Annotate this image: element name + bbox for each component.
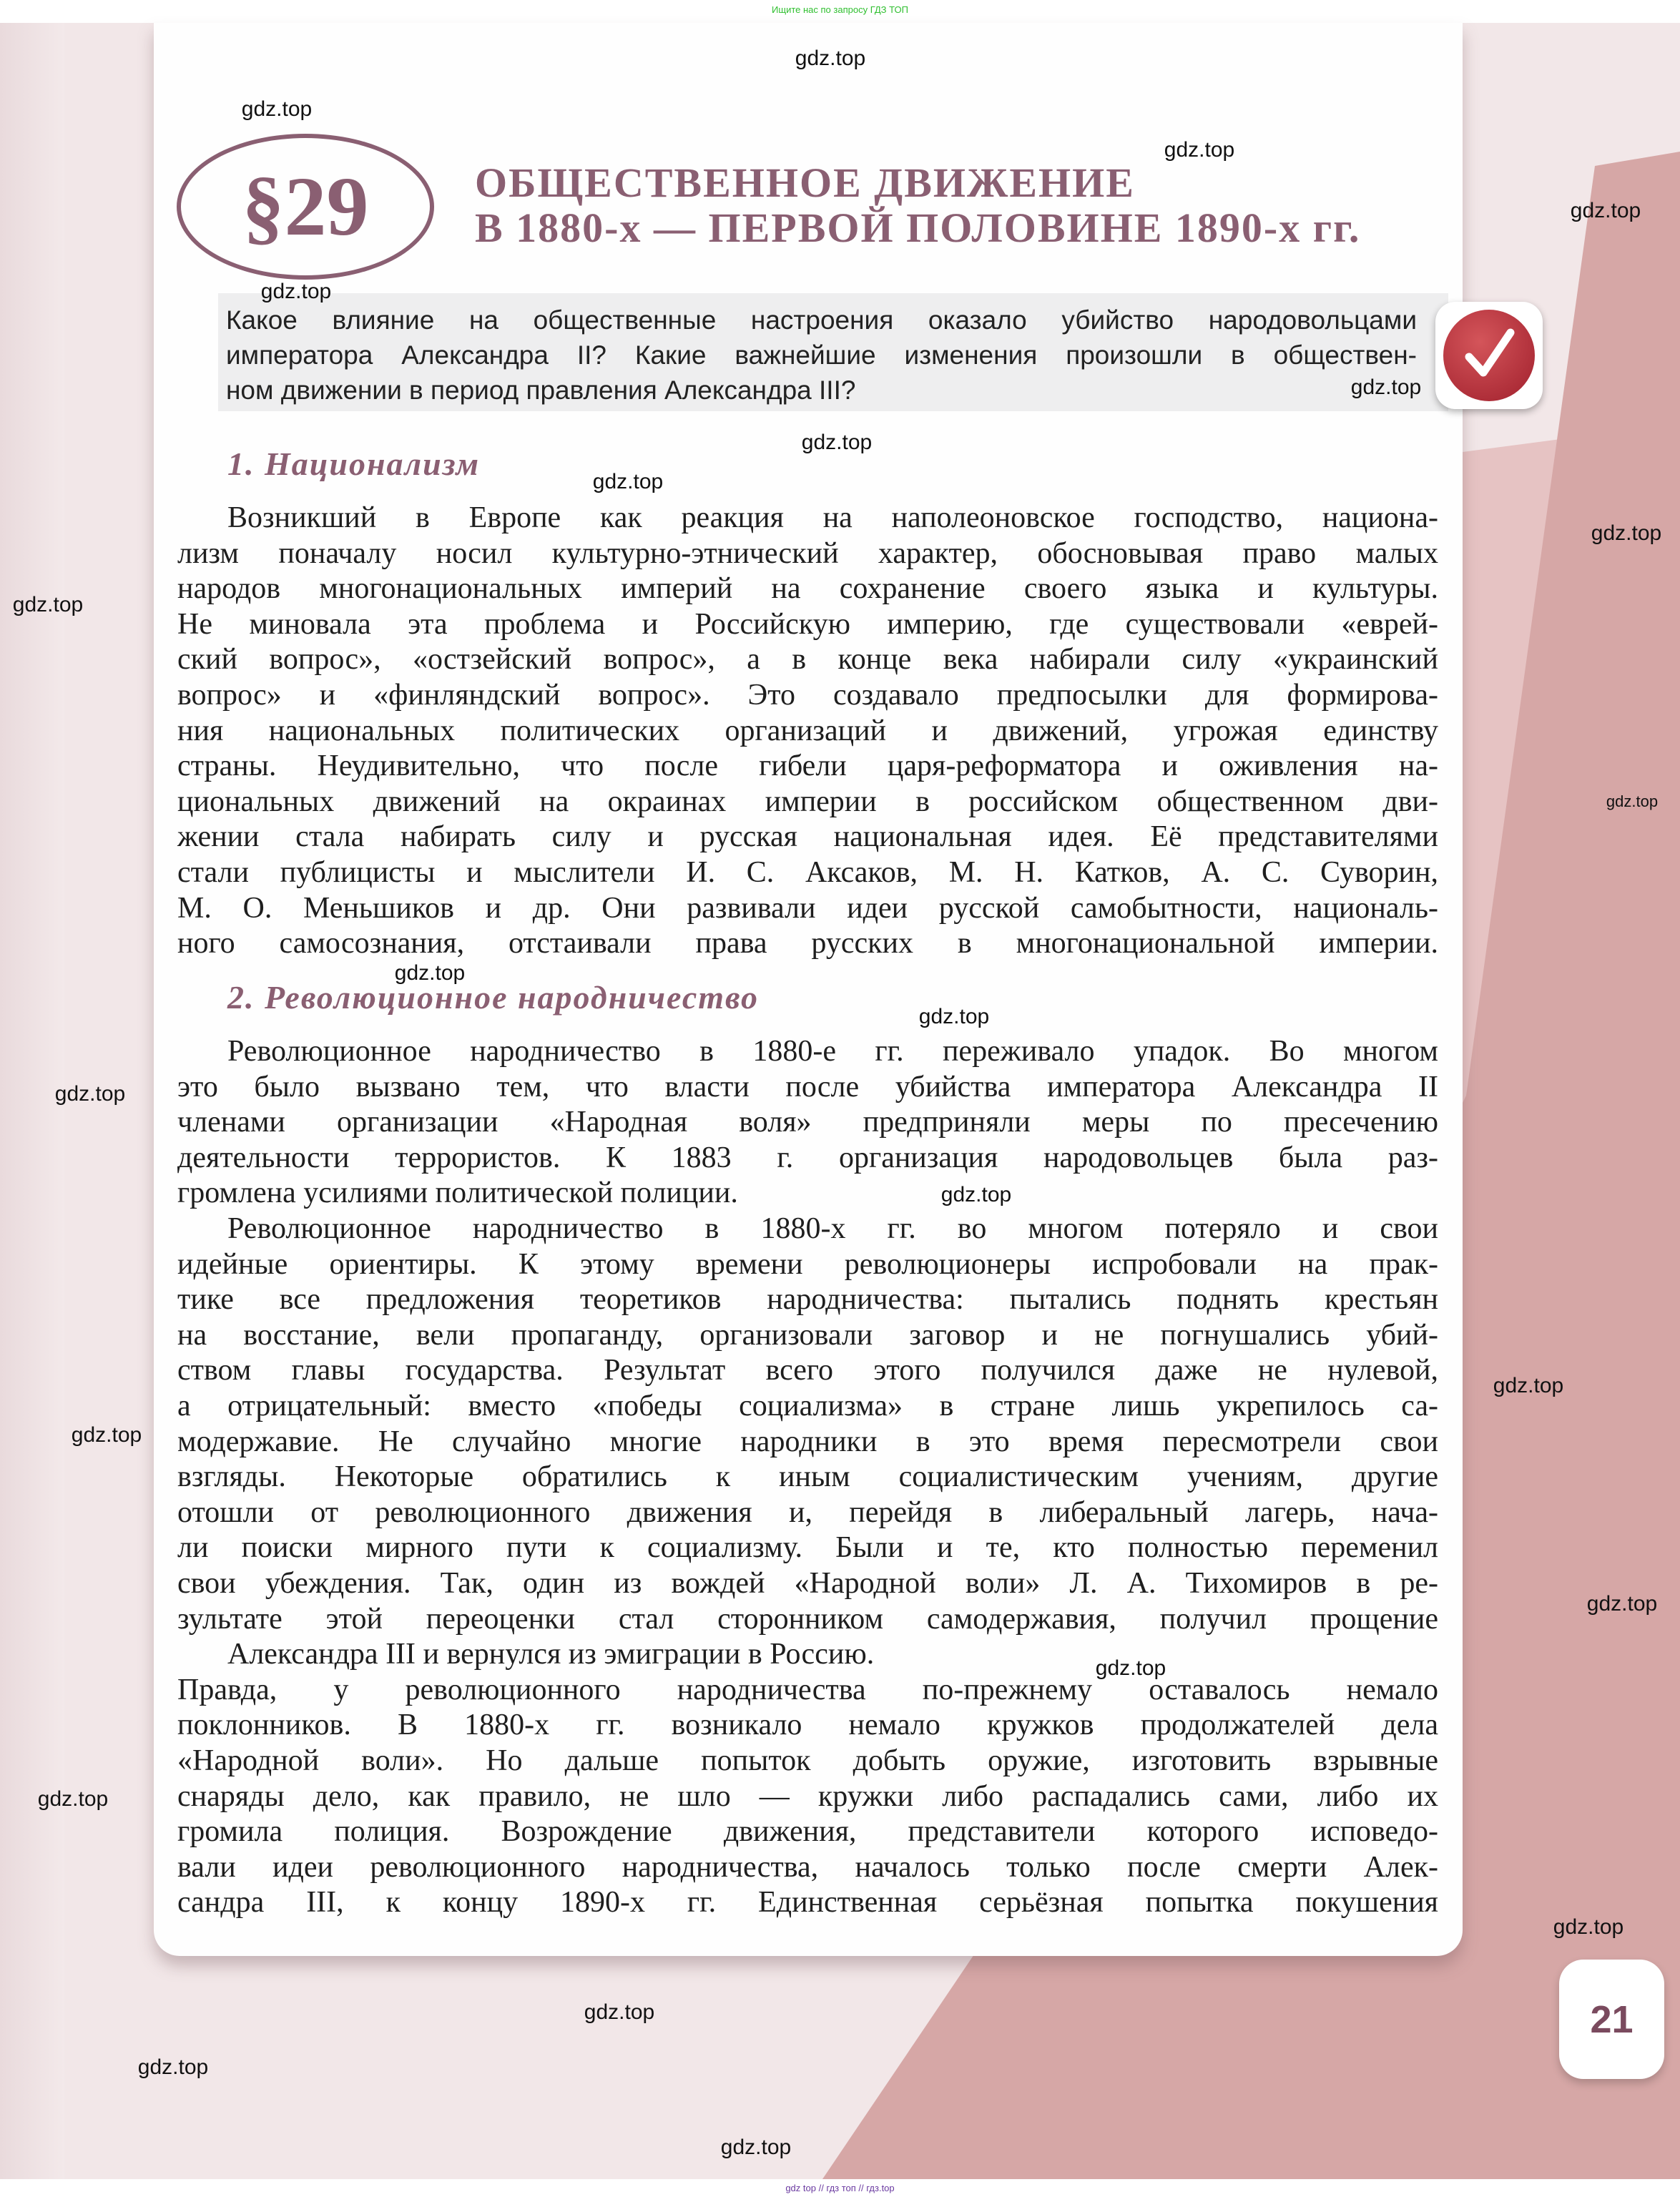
chapter-title-line: ОБЩЕСТВЕННОЕ ДВИЖЕНИЕ	[475, 159, 1135, 206]
watermark-text: gdz.top	[720, 2135, 792, 2159]
text-line: лизм поначалу носил культурно-этнический характер, обосновывая право малых	[177, 536, 1438, 570]
text-line: идейные ориентиры. К этому времени революционеры испробовали на прак-	[177, 1247, 1438, 1281]
text-line: страны. Неудивительно, что после гибели царя-реформатора и оживления на-	[177, 749, 1438, 783]
text-line: отошли от революционного движения и, перейдя в либеральный лагерь, нача-	[177, 1495, 1438, 1529]
text-line: вопрос» и «финляндский вопрос». Это создавало предпосылки для формирова-	[177, 679, 1438, 712]
text-line: Революционное народничество в 1880-х гг. во многом потеряло и свои	[227, 1212, 1438, 1245]
section-heading: 1. Национализм	[227, 446, 480, 482]
watermark-text: gdz.top	[801, 431, 873, 454]
watermark-text: gdz.top	[584, 2000, 655, 2024]
watermark-text: gdz.top	[1493, 1374, 1564, 1397]
watermark-text: gdz.top	[37, 1787, 109, 1811]
text-line: тике все предложения теоретиков народничества: пытались поднять крестьян	[177, 1283, 1438, 1317]
watermark-text: gdz.top	[918, 1005, 990, 1028]
watermark-text: gdz.top	[54, 1082, 126, 1106]
text-line: циональных движений на окраинах империи в российском общественном дви-	[177, 785, 1438, 818]
text-line: громила полиция. Возрождение движения, представители которого исповедо-	[177, 1815, 1438, 1849]
watermark-text: gdz.top	[71, 1423, 142, 1447]
text-line: модержавие. Не случайно многие народники в это время пересмотрели свои	[177, 1425, 1438, 1458]
text-line: М. О. Меньшиков и др. Они развивали идеи русской самобытности, националь-	[177, 891, 1438, 925]
section-heading: 2. Революционное народничество	[227, 979, 759, 1016]
text-line: ский вопрос», «остзейский вопрос», а в конце века набирали силу «украинский	[177, 643, 1438, 677]
text-line: взгляды. Некоторые обратились к иным социалистическим учениям, другие	[177, 1460, 1438, 1494]
text-line: жении стала набирать силу и русская национальная идея. Её представителями	[177, 820, 1438, 854]
page-number: 21	[1559, 1960, 1664, 2079]
text-line: Правда, у революционного народничества по-прежнему оставалось немало	[177, 1673, 1438, 1706]
text-line: это было вызвано тем, что власти после убийства императора Александра II	[177, 1070, 1438, 1104]
text-line: ного самосознания, отстаивали права русских в многонациональной империи.	[177, 927, 1438, 960]
text-line: деятельности террористов. К 1883 г. организация народовольцев была раз-	[177, 1141, 1438, 1174]
text-line: поклонников. В 1880-х гг. возникало немало кружков продолжателей дела	[177, 1709, 1438, 1742]
text-line: снаряды дело, как правило, не шло — кружки либо распадались сами, либо их	[177, 1779, 1438, 1813]
text-line: ния национальных политических организаций и движений, угрожая единству	[177, 714, 1438, 747]
watermark-text: gdz.top	[394, 961, 466, 985]
question-line: Какое влияние на общественные настроения оказало убийство народовольцами	[226, 305, 1417, 335]
watermark-text: gdz.top	[260, 280, 332, 303]
watermark-text: gdz.top	[1570, 199, 1641, 222]
watermark-text: gdz.top	[1591, 521, 1662, 545]
text-line: на восстание, вели пропаганду, организовали заговор и не погнушались убий-	[177, 1318, 1438, 1352]
top-note: Ищите нас по запросу ГДЗ ТОП	[772, 4, 908, 15]
watermark-text: gdz.top	[12, 593, 84, 616]
text-line: Революционное народничество в 1880-е гг. переживало упадок. Во многом	[227, 1035, 1438, 1068]
question-line: императора Александра II? Какие важнейшие изменения произошли в обществен-	[226, 340, 1417, 370]
watermark-text: gdz.top	[592, 470, 664, 493]
watermark-text: gdz.top	[1606, 792, 1659, 810]
checkmark-icon	[1435, 302, 1543, 409]
watermark-text: gdz.top	[1350, 375, 1422, 399]
watermark-text: gdz.top	[940, 1183, 1012, 1206]
text-line: зультате этой переоценки стал сторонником самодержавия, получил прощение	[177, 1602, 1438, 1636]
bottom-note: gdz top // гдз топ // гдз.top	[785, 2183, 895, 2193]
text-line: а отрицательный: вместо «победы социализма» в стране лишь укрепилось са-	[177, 1390, 1438, 1422]
text-line: членами организации «Народная воля» предприняли меры по пресечению	[177, 1106, 1438, 1139]
text-line: стали публицисты и мыслители И. С. Аксаков, М. Н. Катков, А. С. Суворин,	[177, 856, 1438, 889]
paragraph-badge: §29	[177, 134, 434, 280]
text-line: свои убеждения. Так, один из вождей «Народной воли» Л. А. Тихомиров в ре-	[177, 1567, 1438, 1600]
watermark-text: gdz.top	[1095, 1656, 1166, 1680]
watermark-text: gdz.top	[1586, 1592, 1658, 1616]
text-line: Александра III и вернулся из эмиграции в Россию.	[227, 1638, 875, 1671]
text-line: ством главы государства. Результат всего этого получился даже не нулевой,	[177, 1354, 1438, 1387]
watermark-text: gdz.top	[1164, 138, 1235, 162]
text-line: народов многонациональных империй на сохранение своего языка и культуры.	[177, 572, 1438, 606]
watermark-text: gdz.top	[1553, 1915, 1624, 1939]
question-line: ном движении в период правления Александра III?	[226, 375, 856, 405]
text-line: Не миновала эта проблема и Российскую империю, где существовали «еврей-	[177, 607, 1438, 641]
watermark-text: gdz.top	[241, 97, 313, 121]
chapter-title-line: В 1880-х — ПЕРВОЙ ПОЛОВИНЕ 1890-х гг.	[475, 205, 1361, 251]
text-line: Возникший в Европе как реакция на наполеоновское господство, национа-	[227, 501, 1438, 534]
text-line: вали идеи революционного народничества, началось только после смерти Алек-	[177, 1850, 1438, 1884]
watermark-text: gdz.top	[137, 2055, 209, 2079]
text-line: «Народной воли». Но дальше попыток добыть оружие, изготовить взрывные	[177, 1744, 1438, 1777]
text-line: громлена усилиями политической полиции.	[177, 1176, 738, 1210]
text-line: сандра III, к концу 1890-х гг. Единственная серьёзная попытка покушения	[177, 1886, 1438, 1920]
watermark-text: gdz.top	[795, 46, 866, 70]
text-line: ли поиски мирного пути к социализму. Были и те, кто полностью переменил	[177, 1531, 1438, 1565]
